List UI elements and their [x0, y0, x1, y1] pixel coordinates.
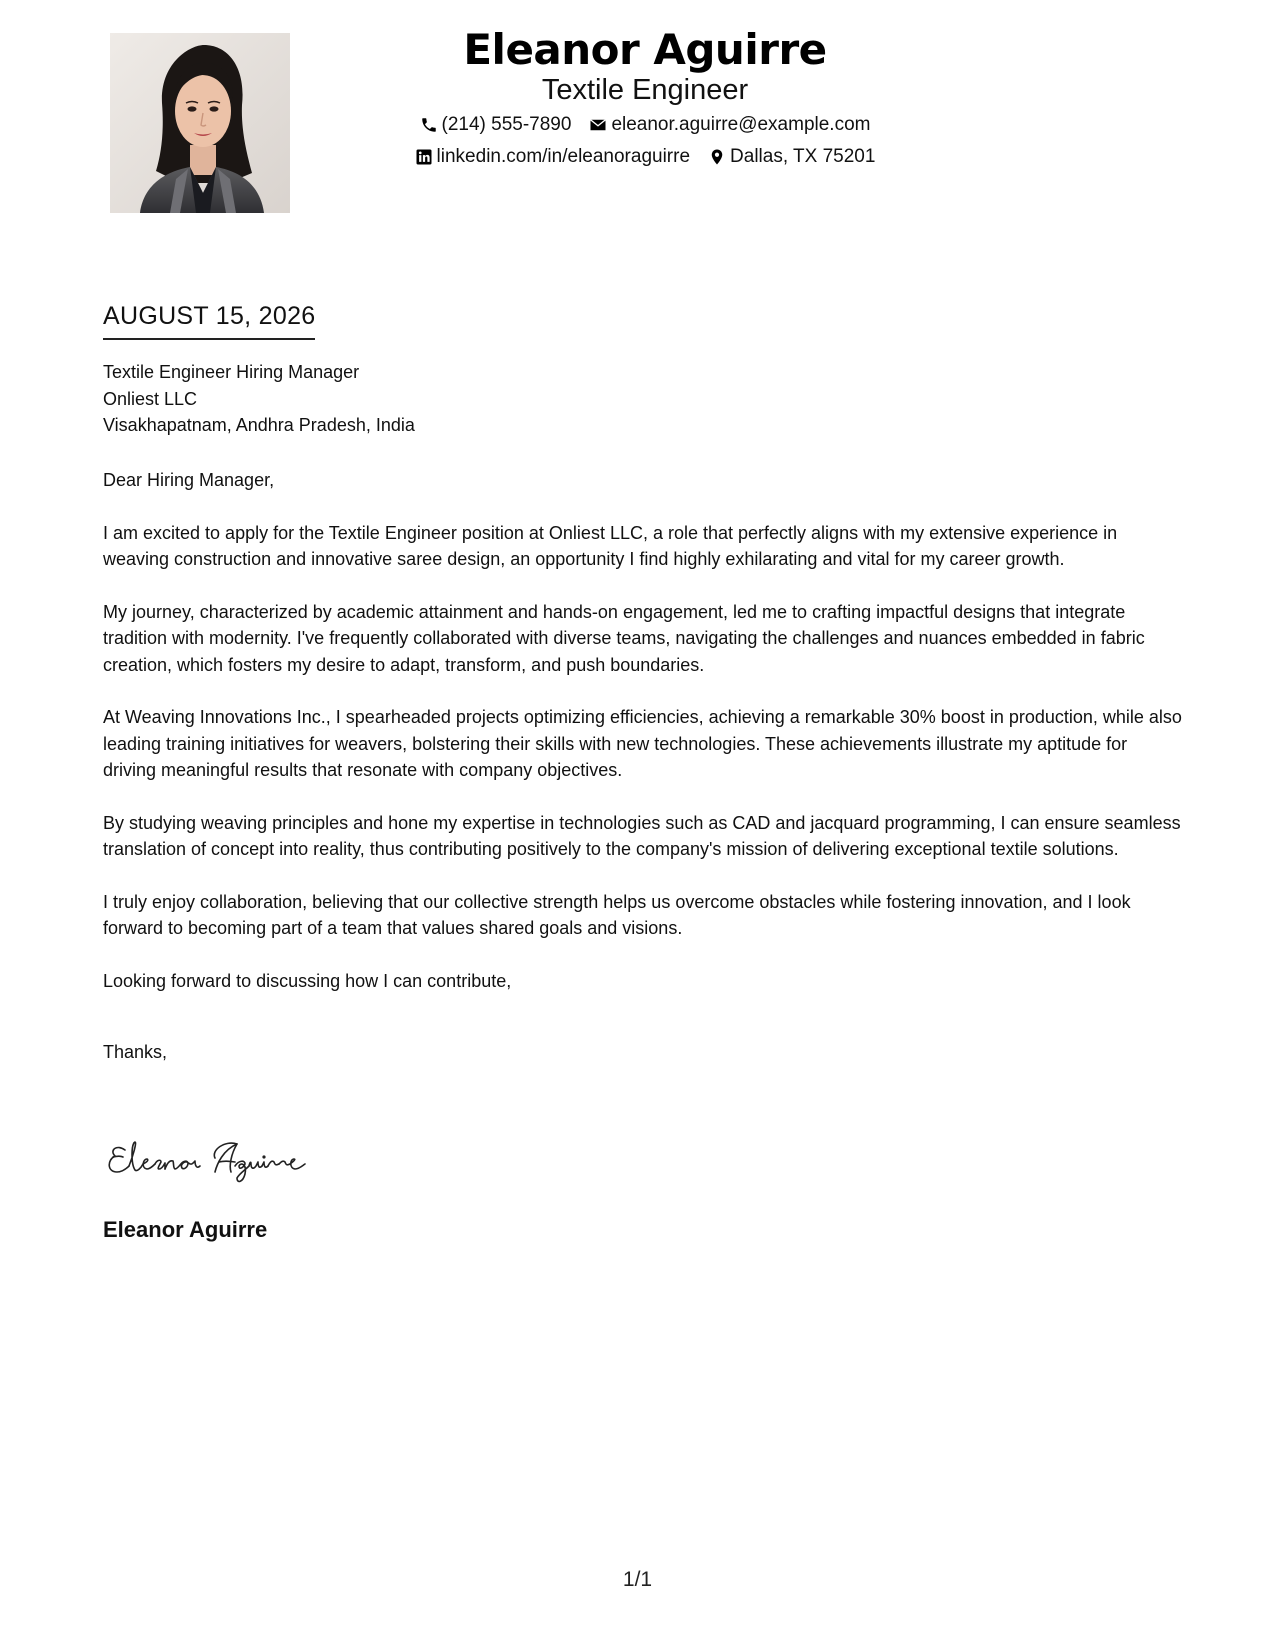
letter-closing-line: Looking forward to discussing how I can contribute,	[103, 970, 512, 991]
contact-email[interactable]	[589, 112, 870, 138]
letter-sign-off: Thanks,	[103, 1042, 168, 1062]
linkedin-icon	[415, 148, 433, 166]
recipient-company: Onliest LLC	[103, 388, 198, 409]
letter-paragraph: I truly enjoy collaboration, believing that our collective strength helps us overcome obstacles while fostering innovation, and I look forward to becoming part of a team that values shared goals and visions.	[103, 891, 1131, 938]
signature-image	[103, 1128, 403, 1188]
letter-greeting: Dear Hiring Manager,	[103, 470, 275, 490]
applicant-job-title: Textile Engineer	[541, 74, 749, 106]
handwritten-signature	[103, 1128, 403, 1188]
letter-date: AUGUST 15, 2026	[103, 300, 315, 340]
applicant-name: Eleanor Aguirre	[463, 25, 827, 74]
letter-paragraph: My journey, characterized by academic attainment and hands-on engagement, led me to crafting impactful designs that integrate tradition with modernity. I've frequently collaborated with diverse teams, navigating the challenges and nuances embedded in fabric creation, which fosters my desire to adapt, transform, and push boundaries.	[103, 601, 1145, 675]
letter-body	[103, 467, 1183, 1066]
recipient-block	[103, 359, 415, 439]
recipient-title: Textile Engineer Hiring Manager	[103, 362, 360, 382]
signer-name: Eleanor Aguirre	[103, 1217, 268, 1242]
page-number: 1/1	[622, 1568, 653, 1591]
contact-row-2	[300, 144, 990, 170]
phone-icon	[420, 116, 438, 134]
map-pin-icon	[708, 148, 726, 166]
recipient-address: Visakhapatnam, Andhra Pradesh, India	[103, 415, 415, 435]
phone-number: (214) 555-7890	[441, 114, 572, 135]
letter-paragraph: At Weaving Innovations Inc., I spearheaded projects optimizing efficiencies, achieving a remarkable 30% boost in production, while also leading training initiatives for weavers, bolstering their skills with new technologies. These achievements illustrate my aptitude for driving meaningful results that resonate with company objectives.	[103, 707, 1182, 780]
profile-photo-image	[110, 33, 290, 213]
email-address: eleanor.aguirre@example.com	[611, 114, 871, 135]
letter-paragraph: By studying weaving principles and hone my expertise in technologies such as CAD and jacquard programming, I can ensure seamless translation of concept into reality, thus contributing positively to the company's mission of delivering exceptional textile solutions.	[103, 812, 1181, 859]
contact-phone[interactable]	[420, 112, 572, 138]
envelope-icon	[589, 116, 607, 134]
location-text: Dallas, TX 75201	[730, 146, 876, 167]
contact-linkedin[interactable]	[415, 144, 690, 170]
linkedin-url: linkedin.com/in/eleanoraguirre	[436, 146, 691, 167]
profile-photo	[110, 33, 290, 213]
contact-location	[708, 144, 875, 170]
letter-paragraph: I am excited to apply for the Textile Engineer position at Onliest LLC, a role that perfectly aligns with my extensive experience in weaving construction and innovative saree design, an opportunity I find highly exhilarating and vital for my career growth.	[103, 522, 1118, 569]
contact-row-1	[300, 112, 990, 138]
